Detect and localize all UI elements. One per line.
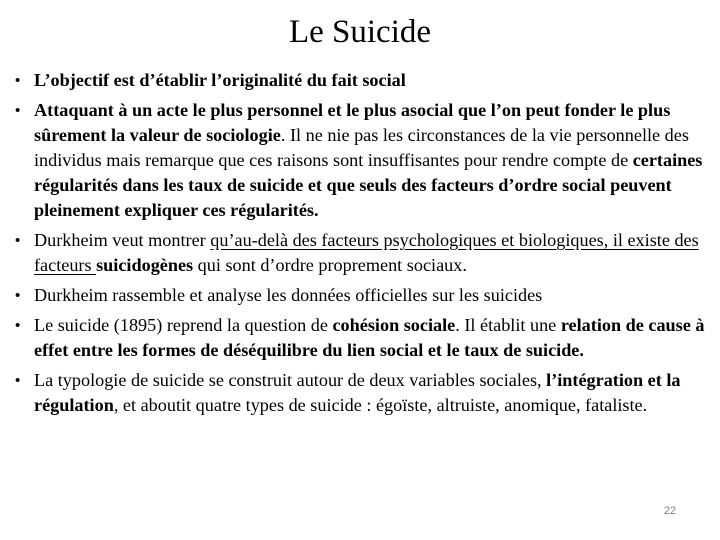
bullet-list bbox=[15, 68, 705, 423]
bullet-6-seg-1: La typologie de suicide se construit autour de deux variables sociales, bbox=[34, 370, 547, 390]
bullet-3-seg-3: suicidogènes bbox=[96, 255, 194, 275]
bullet-2-seg-2: . Il ne nie pas les circonstances de la vie personnelle des individus mais remarque que ces raisons sont insuffisantes pour rendre compte de bbox=[34, 125, 689, 170]
bullet-item-cohesion bbox=[15, 313, 705, 363]
slide-title: Le Suicide bbox=[288, 14, 432, 50]
bullet-3-seg-2: qu’au-delà des facteurs psychologiques et biologiques, il existe des facteurs bbox=[34, 230, 699, 275]
bullet-3-seg-1: Durkheim veut montrer bbox=[34, 230, 211, 250]
bullet-item-objective bbox=[15, 68, 705, 93]
bullet-5-seg-1: Le suicide (1895) reprend la question de bbox=[34, 315, 333, 335]
bullet-6-seg-2: l’intégration et la régulation bbox=[34, 370, 681, 415]
bullet-item-attack bbox=[15, 98, 705, 223]
bullet-item-typology bbox=[15, 368, 705, 418]
bullet-1-text: L’objectif est d’établir l’originalité du fait social bbox=[34, 70, 406, 90]
bullet-item-durkheim-show bbox=[15, 228, 705, 278]
bullet-6-seg-3: , et aboutit quatre types de suicide : égoïste, altruiste, anomique, fataliste. bbox=[113, 395, 648, 415]
bullet-3-seg-4: qui sont d’ordre proprement sociaux. bbox=[193, 255, 467, 275]
bullet-5-seg-4: relation de cause à effet entre les formes de déséquilibre du lien social et le taux de suicide. bbox=[34, 315, 705, 360]
bullet-2-seg-3: certaines régularités dans les taux de suicide et que seuls des facteurs d’ordre social peuvent pleinement expliquer ces régularités. bbox=[34, 150, 703, 220]
bullet-4-text: Durkheim rassemble et analyse les données officielles sur les suicides bbox=[34, 285, 543, 305]
bullet-2-seg-1: Attaquant à un acte le plus personnel et le plus asocial que l’on peut fonder le plus sûrement la valeur de sociologie bbox=[34, 100, 671, 145]
bullet-5-seg-3: . Il établit une bbox=[455, 315, 561, 335]
bullet-item-data bbox=[15, 283, 705, 308]
page-number: 22 bbox=[663, 505, 677, 517]
bullet-5-seg-2: cohésion sociale bbox=[332, 315, 456, 335]
